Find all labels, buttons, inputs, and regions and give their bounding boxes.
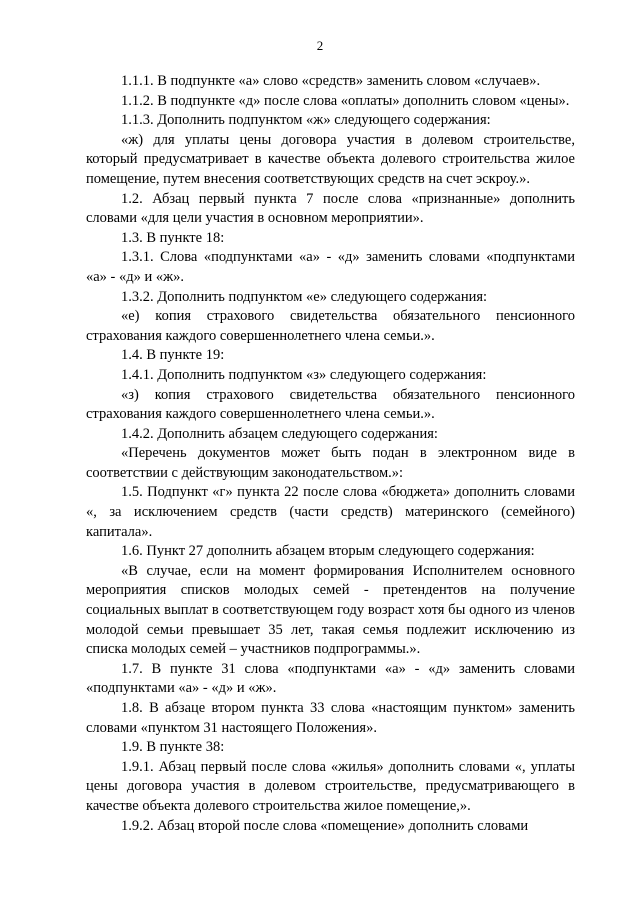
paragraph-quote-documents: «Перечень документов может быть подан в электронном виде в соответствии с действующим законодательством.»: — [86, 445, 575, 481]
paragraph-1-4: 1.4. В пункте 19: — [121, 347, 225, 364]
paragraph-quote-exclusion: «В случае, если на момент формирования Исполнителем основного мероприятия списков молодых семей - претендентов на получение социальных выплат в соответствующем году возраст хотя бы одного из членов молодой семьи превышает 35 лет, такая семья подлежит исключению из списка молодых семей – участников подпрограммы.». — [86, 562, 575, 658]
paragraph-1-7: 1.7. В пункте 31 слова «подпунктами «а» - «д» заменить словами «подпунктами «а» - «д» и «ж». — [86, 660, 575, 697]
paragraph-1-1-1: 1.1.1. В подпункте «а» слово «средств» заменить словом «случаев». — [121, 73, 541, 89]
paragraph-1-9-1: 1.9.1. Абзац первый после слова «жилья» дополнить словами «, уплаты цены договора участия в долевом строительстве, предусматривающего в качестве объекта долевого строительства жилое помещение,». — [86, 758, 575, 814]
paragraph-1-9-2: 1.9.2. Абзац второй после слова «помещение» дополнить словами — [121, 817, 529, 834]
paragraph-1-1-2: 1.1.2. В подпункте «д» после слова «оплаты» дополнить словом «цены». — [121, 92, 570, 109]
document-body — [86, 72, 575, 836]
paragraph-1-8: 1.8. В абзаце втором пункта 33 слова «настоящим пунктом» заменить словами «пунктом 31 настоящего Положения». — [86, 700, 575, 736]
paragraph-1-5: 1.5. Подпункт «г» пункта 22 после слова «бюджета» дополнить словами «, за исключением средств (части средств) материнского (семейного) капитала». — [86, 484, 575, 540]
paragraph-quote-zh: «ж) для уплаты цены договора участия в долевом строительстве, который предусматривает в качестве объекта долевого строительства жилое помещение, путем внесения соответствующих средств на счет эскроу.». — [86, 131, 575, 187]
paragraph-1-4-1: 1.4.1. Дополнить подпунктом «з» следующего содержания: — [121, 366, 487, 383]
paragraph-1-9: 1.9. В пункте 38: — [121, 739, 225, 756]
page-number: 2 — [316, 38, 324, 53]
paragraph-quote-z: «з) копия страхового свидетельства обязательного пенсионного страхования каждого совершеннолетнего члена семьи.». — [86, 386, 575, 423]
paragraph-1-6: 1.6. Пункт 27 дополнить абзацем вторым следующего содержания: — [121, 543, 535, 560]
paragraph-1-3-1: 1.3.1. Слова «подпунктами «а» - «д» заменить словами «подпунктами «а» - «д» и «ж». — [86, 249, 575, 285]
paragraph-1-3-2: 1.3.2. Дополнить подпунктом «е» следующего содержания: — [121, 288, 488, 305]
paragraph-1-3: 1.3. В пункте 18: — [121, 229, 225, 246]
paragraph-1-2: 1.2. Абзац первый пункта 7 после слова «признанные» дополнить словами «для цели участия в основном мероприятии». — [86, 190, 575, 227]
paragraph-quote-e: «е) копия страхового свидетельства обязательного пенсионного страхования каждого совершеннолетнего члена семьи.». — [86, 308, 575, 344]
paragraph-1-1-3: 1.1.3. Дополнить подпунктом «ж» следующего содержания: — [121, 112, 491, 129]
paragraph-1-4-2: 1.4.2. Дополнить абзацем следующего содержания: — [121, 425, 438, 442]
